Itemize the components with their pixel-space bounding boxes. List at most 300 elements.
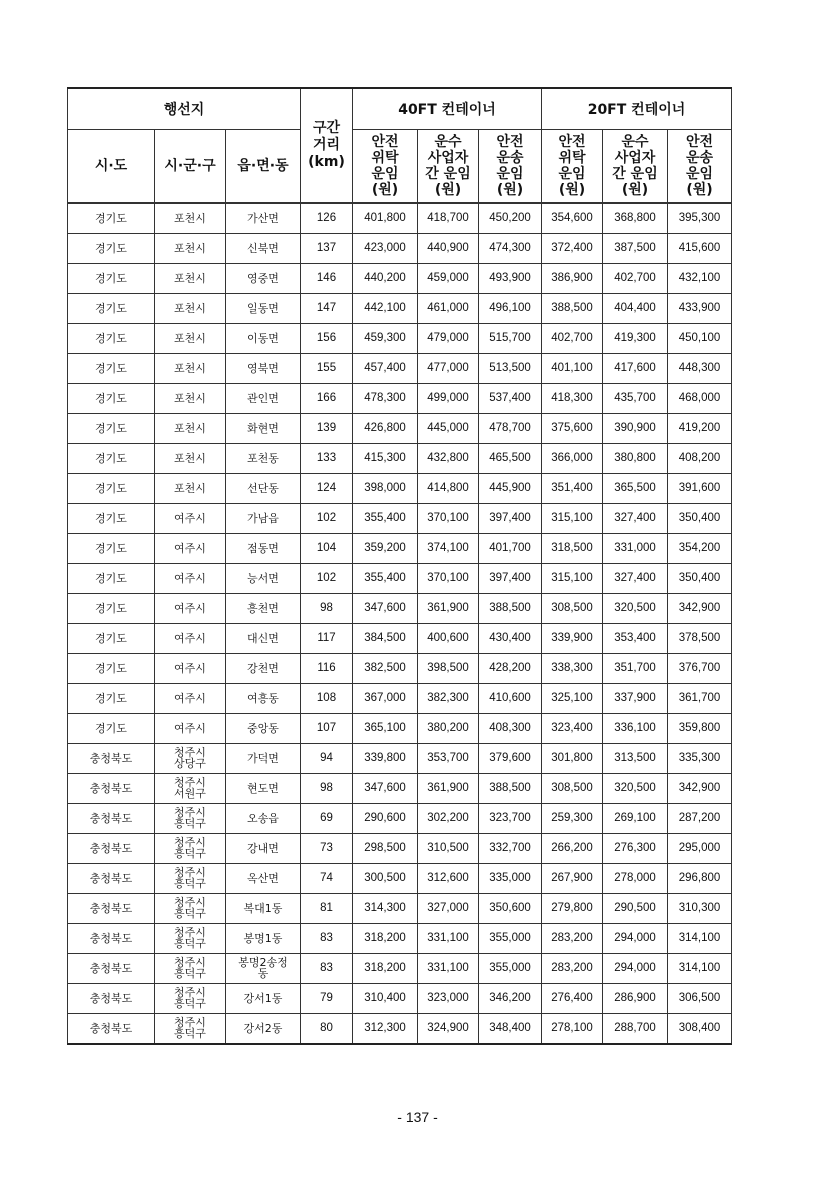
eupmyeondong-cell: 능서면	[226, 563, 301, 593]
ft40-transport-rate-cell: 428,200	[479, 653, 542, 683]
eupmyeondong-cell: 복대1동	[226, 893, 301, 923]
sigungu-cell: 청주시 흥덕구	[155, 863, 226, 893]
eupmyeondong-cell: 봉명2송정 동	[226, 953, 301, 983]
table-row	[68, 533, 732, 563]
table-row	[68, 353, 732, 383]
distance-cell: 126	[301, 203, 353, 233]
sido-cell: 경기도	[68, 323, 155, 353]
eupmyeondong-cell: 강서2동	[226, 1013, 301, 1044]
ft20-transport-rate-cell: 448,300	[668, 353, 732, 383]
distance-cell: 80	[301, 1013, 353, 1044]
eupmyeondong-cell: 옥산면	[226, 863, 301, 893]
ft40-trust-rate-cell: 339,800	[353, 743, 418, 773]
header-40ft-container: 40FT 컨테이너	[353, 88, 542, 130]
ft20-between-rate-cell: 404,400	[603, 293, 668, 323]
distance-cell: 98	[301, 593, 353, 623]
distance-cell: 107	[301, 713, 353, 743]
ft40-trust-rate-cell: 367,000	[353, 683, 418, 713]
sigungu-cell: 청주시 흥덕구	[155, 893, 226, 923]
header-sigungu: 시·군·구	[155, 130, 226, 204]
ft40-trust-rate-cell: 298,500	[353, 833, 418, 863]
sigungu-cell: 여주시	[155, 683, 226, 713]
eupmyeondong-cell: 선단동	[226, 473, 301, 503]
table-row	[68, 413, 732, 443]
table-row	[68, 473, 732, 503]
ft40-between-rate-cell: 380,200	[418, 713, 479, 743]
distance-cell: 116	[301, 653, 353, 683]
ft40-transport-rate-cell: 388,500	[479, 593, 542, 623]
ft20-trust-rate-cell: 386,900	[542, 263, 603, 293]
table-row	[68, 593, 732, 623]
distance-cell: 166	[301, 383, 353, 413]
distance-cell: 133	[301, 443, 353, 473]
sido-cell: 경기도	[68, 473, 155, 503]
sido-cell: 충청북도	[68, 803, 155, 833]
distance-cell: 81	[301, 893, 353, 923]
sigungu-cell: 포천시	[155, 263, 226, 293]
eupmyeondong-cell: 흥천면	[226, 593, 301, 623]
ft40-trust-rate-cell: 355,400	[353, 503, 418, 533]
ft20-between-rate-cell: 336,100	[603, 713, 668, 743]
sigungu-cell: 여주시	[155, 593, 226, 623]
ft40-transport-rate-cell: 513,500	[479, 353, 542, 383]
ft20-transport-rate-cell: 395,300	[668, 203, 732, 233]
sido-cell: 경기도	[68, 533, 155, 563]
eupmyeondong-cell: 강천면	[226, 653, 301, 683]
ft20-between-rate-cell: 320,500	[603, 773, 668, 803]
ft20-transport-rate-cell: 450,100	[668, 323, 732, 353]
eupmyeondong-cell: 포천동	[226, 443, 301, 473]
eupmyeondong-cell: 화현면	[226, 413, 301, 443]
ft40-between-rate-cell: 323,000	[418, 983, 479, 1013]
ft20-between-rate-cell: 278,000	[603, 863, 668, 893]
ft20-transport-rate-cell: 419,200	[668, 413, 732, 443]
ft40-between-rate-cell: 310,500	[418, 833, 479, 863]
ft40-between-rate-cell: 361,900	[418, 593, 479, 623]
table-row	[68, 683, 732, 713]
ft20-transport-rate-cell: 342,900	[668, 593, 732, 623]
ft20-trust-rate-cell: 318,500	[542, 533, 603, 563]
table-row	[68, 203, 732, 233]
sido-cell: 경기도	[68, 263, 155, 293]
eupmyeondong-cell: 영북면	[226, 353, 301, 383]
ft40-transport-rate-cell: 410,600	[479, 683, 542, 713]
distance-cell: 74	[301, 863, 353, 893]
table-row	[68, 893, 732, 923]
ft20-between-rate-cell: 435,700	[603, 383, 668, 413]
table-row	[68, 443, 732, 473]
distance-cell: 104	[301, 533, 353, 563]
ft20-between-rate-cell: 269,100	[603, 803, 668, 833]
header-distance: 구간 거리 (km)	[301, 88, 353, 203]
table-row	[68, 953, 732, 983]
ft40-trust-rate-cell: 318,200	[353, 923, 418, 953]
ft20-between-rate-cell: 351,700	[603, 653, 668, 683]
ft40-between-rate-cell: 361,900	[418, 773, 479, 803]
table-row	[68, 713, 732, 743]
sido-cell: 충청북도	[68, 923, 155, 953]
eupmyeondong-cell: 봉명1동	[226, 923, 301, 953]
sido-cell: 경기도	[68, 233, 155, 263]
sido-cell: 경기도	[68, 713, 155, 743]
ft40-transport-rate-cell: 401,700	[479, 533, 542, 563]
header-40ft-trust-rate: 안전 위탁 운임 (원)	[353, 130, 418, 204]
ft20-transport-rate-cell: 433,900	[668, 293, 732, 323]
ft40-trust-rate-cell: 401,800	[353, 203, 418, 233]
sido-cell: 충청북도	[68, 773, 155, 803]
eupmyeondong-cell: 가덕면	[226, 743, 301, 773]
ft40-transport-rate-cell: 537,400	[479, 383, 542, 413]
ft40-trust-rate-cell: 442,100	[353, 293, 418, 323]
ft20-transport-rate-cell: 314,100	[668, 923, 732, 953]
sigungu-cell: 여주시	[155, 563, 226, 593]
ft20-transport-rate-cell: 350,400	[668, 563, 732, 593]
ft40-transport-rate-cell: 350,600	[479, 893, 542, 923]
sido-cell: 경기도	[68, 503, 155, 533]
sido-cell: 경기도	[68, 593, 155, 623]
ft20-between-rate-cell: 288,700	[603, 1013, 668, 1044]
ft20-between-rate-cell: 290,500	[603, 893, 668, 923]
eupmyeondong-cell: 영중면	[226, 263, 301, 293]
eupmyeondong-cell: 신북면	[226, 233, 301, 263]
header-20ft-trust-rate: 안전 위탁 운임 (원)	[542, 130, 603, 204]
ft40-between-rate-cell: 331,100	[418, 953, 479, 983]
ft20-between-rate-cell: 313,500	[603, 743, 668, 773]
sigungu-cell: 포천시	[155, 413, 226, 443]
header-40ft-between-carriers-rate: 운수 사업자 간 운임 (원)	[418, 130, 479, 204]
ft40-trust-rate-cell: 365,100	[353, 713, 418, 743]
sigungu-cell: 여주시	[155, 623, 226, 653]
distance-cell: 98	[301, 773, 353, 803]
ft20-transport-rate-cell: 415,600	[668, 233, 732, 263]
ft40-transport-rate-cell: 430,400	[479, 623, 542, 653]
sigungu-cell: 여주시	[155, 713, 226, 743]
table-row	[68, 983, 732, 1013]
eupmyeondong-cell: 오송읍	[226, 803, 301, 833]
sigungu-cell: 포천시	[155, 383, 226, 413]
sido-cell: 경기도	[68, 383, 155, 413]
sido-cell: 경기도	[68, 443, 155, 473]
distance-cell: 155	[301, 353, 353, 383]
ft20-transport-rate-cell: 308,400	[668, 1013, 732, 1044]
sigungu-cell: 청주시 흥덕구	[155, 983, 226, 1013]
sido-cell: 충청북도	[68, 1013, 155, 1044]
ft20-trust-rate-cell: 301,800	[542, 743, 603, 773]
ft40-between-rate-cell: 353,700	[418, 743, 479, 773]
ft40-between-rate-cell: 370,100	[418, 563, 479, 593]
sigungu-cell: 여주시	[155, 653, 226, 683]
sigungu-cell: 포천시	[155, 203, 226, 233]
ft20-trust-rate-cell: 283,200	[542, 923, 603, 953]
ft20-trust-rate-cell: 325,100	[542, 683, 603, 713]
ft40-transport-rate-cell: 346,200	[479, 983, 542, 1013]
ft40-between-rate-cell: 461,000	[418, 293, 479, 323]
ft20-between-rate-cell: 320,500	[603, 593, 668, 623]
ft20-transport-rate-cell: 378,500	[668, 623, 732, 653]
ft20-trust-rate-cell: 279,800	[542, 893, 603, 923]
ft40-between-rate-cell: 327,000	[418, 893, 479, 923]
eupmyeondong-cell: 여흥동	[226, 683, 301, 713]
distance-cell: 108	[301, 683, 353, 713]
ft40-trust-rate-cell: 426,800	[353, 413, 418, 443]
table-row	[68, 383, 732, 413]
ft20-trust-rate-cell: 418,300	[542, 383, 603, 413]
table-row	[68, 923, 732, 953]
sigungu-cell: 여주시	[155, 533, 226, 563]
eupmyeondong-cell: 점동면	[226, 533, 301, 563]
distance-cell: 69	[301, 803, 353, 833]
ft40-transport-rate-cell: 450,200	[479, 203, 542, 233]
ft20-trust-rate-cell: 338,300	[542, 653, 603, 683]
distance-cell: 83	[301, 953, 353, 983]
ft20-between-rate-cell: 368,800	[603, 203, 668, 233]
sigungu-cell: 포천시	[155, 293, 226, 323]
ft20-transport-rate-cell: 376,700	[668, 653, 732, 683]
ft40-trust-rate-cell: 459,300	[353, 323, 418, 353]
ft20-between-rate-cell: 419,300	[603, 323, 668, 353]
sido-cell: 경기도	[68, 203, 155, 233]
ft40-transport-rate-cell: 397,400	[479, 503, 542, 533]
sido-cell: 충청북도	[68, 863, 155, 893]
ft40-trust-rate-cell: 347,600	[353, 593, 418, 623]
table-row	[68, 863, 732, 893]
sido-cell: 충청북도	[68, 893, 155, 923]
ft40-trust-rate-cell: 318,200	[353, 953, 418, 983]
eupmyeondong-cell: 강서1동	[226, 983, 301, 1013]
page-number: - 137 -	[397, 1109, 438, 1125]
ft20-trust-rate-cell: 278,100	[542, 1013, 603, 1044]
ft40-between-rate-cell: 499,000	[418, 383, 479, 413]
sigungu-cell: 포천시	[155, 353, 226, 383]
ft40-between-rate-cell: 331,100	[418, 923, 479, 953]
ft20-transport-rate-cell: 359,800	[668, 713, 732, 743]
table-row	[68, 293, 732, 323]
eupmyeondong-cell: 대신면	[226, 623, 301, 653]
header-20ft-between-carriers-rate: 운수 사업자 간 운임 (원)	[603, 130, 668, 204]
ft20-transport-rate-cell: 295,000	[668, 833, 732, 863]
ft40-between-rate-cell: 302,200	[418, 803, 479, 833]
ft20-between-rate-cell: 353,400	[603, 623, 668, 653]
ft40-between-rate-cell: 459,000	[418, 263, 479, 293]
header-destination: 행선지	[68, 88, 301, 130]
distance-cell: 156	[301, 323, 353, 353]
ft20-transport-rate-cell: 468,000	[668, 383, 732, 413]
sigungu-cell: 포천시	[155, 473, 226, 503]
table-row	[68, 743, 732, 773]
ft20-trust-rate-cell: 372,400	[542, 233, 603, 263]
sido-cell: 경기도	[68, 683, 155, 713]
ft40-transport-rate-cell: 332,700	[479, 833, 542, 863]
ft40-trust-rate-cell: 398,000	[353, 473, 418, 503]
rate-table	[67, 87, 732, 1045]
ft40-between-rate-cell: 370,100	[418, 503, 479, 533]
sido-cell: 경기도	[68, 293, 155, 323]
ft20-trust-rate-cell: 308,500	[542, 593, 603, 623]
sigungu-cell: 포천시	[155, 233, 226, 263]
ft20-between-rate-cell: 402,700	[603, 263, 668, 293]
ft20-between-rate-cell: 276,300	[603, 833, 668, 863]
ft40-between-rate-cell: 418,700	[418, 203, 479, 233]
ft20-transport-rate-cell: 354,200	[668, 533, 732, 563]
sigungu-cell: 청주시 흥덕구	[155, 833, 226, 863]
ft20-trust-rate-cell: 323,400	[542, 713, 603, 743]
table-row	[68, 623, 732, 653]
table-row	[68, 263, 732, 293]
distance-cell: 117	[301, 623, 353, 653]
ft20-between-rate-cell: 365,500	[603, 473, 668, 503]
table-row	[68, 653, 732, 683]
ft20-between-rate-cell: 417,600	[603, 353, 668, 383]
ft40-between-rate-cell: 382,300	[418, 683, 479, 713]
ft40-between-rate-cell: 374,100	[418, 533, 479, 563]
ft20-trust-rate-cell: 259,300	[542, 803, 603, 833]
table-row	[68, 563, 732, 593]
ft20-trust-rate-cell: 339,900	[542, 623, 603, 653]
ft40-trust-rate-cell: 440,200	[353, 263, 418, 293]
ft20-transport-rate-cell: 335,300	[668, 743, 732, 773]
sigungu-cell: 포천시	[155, 443, 226, 473]
sido-cell: 충청북도	[68, 743, 155, 773]
ft20-transport-rate-cell: 408,200	[668, 443, 732, 473]
ft20-trust-rate-cell: 388,500	[542, 293, 603, 323]
sido-cell: 경기도	[68, 653, 155, 683]
ft20-between-rate-cell: 337,900	[603, 683, 668, 713]
distance-cell: 73	[301, 833, 353, 863]
sido-cell: 충청북도	[68, 833, 155, 863]
ft20-trust-rate-cell: 267,900	[542, 863, 603, 893]
eupmyeondong-cell: 가산면	[226, 203, 301, 233]
ft20-between-rate-cell: 387,500	[603, 233, 668, 263]
table-row	[68, 773, 732, 803]
ft20-trust-rate-cell: 266,200	[542, 833, 603, 863]
ft40-trust-rate-cell: 457,400	[353, 353, 418, 383]
sido-cell: 충청북도	[68, 983, 155, 1013]
ft20-trust-rate-cell: 375,600	[542, 413, 603, 443]
rate-table-body	[68, 203, 732, 1044]
ft40-transport-rate-cell: 355,000	[479, 953, 542, 983]
ft20-transport-rate-cell: 287,200	[668, 803, 732, 833]
ft40-trust-rate-cell: 359,200	[353, 533, 418, 563]
ft20-trust-rate-cell: 351,400	[542, 473, 603, 503]
distance-cell: 79	[301, 983, 353, 1013]
table-row	[68, 833, 732, 863]
ft20-between-rate-cell: 380,800	[603, 443, 668, 473]
distance-cell: 146	[301, 263, 353, 293]
ft40-between-rate-cell: 440,900	[418, 233, 479, 263]
ft20-trust-rate-cell: 276,400	[542, 983, 603, 1013]
distance-cell: 83	[301, 923, 353, 953]
eupmyeondong-cell: 강내면	[226, 833, 301, 863]
ft40-trust-rate-cell: 415,300	[353, 443, 418, 473]
distance-cell: 147	[301, 293, 353, 323]
ft40-between-rate-cell: 400,600	[418, 623, 479, 653]
ft40-between-rate-cell: 445,000	[418, 413, 479, 443]
sigungu-cell: 청주시 흥덕구	[155, 803, 226, 833]
sigungu-cell: 청주시 흥덕구	[155, 1013, 226, 1044]
ft40-between-rate-cell: 479,000	[418, 323, 479, 353]
ft40-transport-rate-cell: 493,900	[479, 263, 542, 293]
sigungu-cell: 청주시 흥덕구	[155, 953, 226, 983]
sido-cell: 경기도	[68, 623, 155, 653]
eupmyeondong-cell: 가남읍	[226, 503, 301, 533]
eupmyeondong-cell: 관인면	[226, 383, 301, 413]
ft20-transport-rate-cell: 391,600	[668, 473, 732, 503]
ft40-between-rate-cell: 398,500	[418, 653, 479, 683]
ft40-transport-rate-cell: 478,700	[479, 413, 542, 443]
distance-cell: 124	[301, 473, 353, 503]
header-20ft-container: 20FT 컨테이너	[542, 88, 732, 130]
eupmyeondong-cell: 이동면	[226, 323, 301, 353]
ft20-between-rate-cell: 286,900	[603, 983, 668, 1013]
ft40-transport-rate-cell: 408,300	[479, 713, 542, 743]
distance-cell: 94	[301, 743, 353, 773]
ft40-trust-rate-cell: 423,000	[353, 233, 418, 263]
ft40-trust-rate-cell: 355,400	[353, 563, 418, 593]
distance-cell: 139	[301, 413, 353, 443]
distance-cell: 102	[301, 503, 353, 533]
sigungu-cell: 청주시 상당구	[155, 743, 226, 773]
ft40-between-rate-cell: 477,000	[418, 353, 479, 383]
ft20-transport-rate-cell: 314,100	[668, 953, 732, 983]
ft20-between-rate-cell: 327,400	[603, 563, 668, 593]
ft40-trust-rate-cell: 384,500	[353, 623, 418, 653]
ft20-transport-rate-cell: 306,500	[668, 983, 732, 1013]
table-row	[68, 803, 732, 833]
ft40-transport-rate-cell: 397,400	[479, 563, 542, 593]
ft40-transport-rate-cell: 355,000	[479, 923, 542, 953]
ft40-trust-rate-cell: 314,300	[353, 893, 418, 923]
distance-cell: 102	[301, 563, 353, 593]
ft20-transport-rate-cell: 310,300	[668, 893, 732, 923]
ft40-trust-rate-cell: 347,600	[353, 773, 418, 803]
ft40-transport-rate-cell: 515,700	[479, 323, 542, 353]
ft40-transport-rate-cell: 496,100	[479, 293, 542, 323]
ft20-transport-rate-cell: 432,100	[668, 263, 732, 293]
ft40-transport-rate-cell: 335,000	[479, 863, 542, 893]
ft20-trust-rate-cell: 283,200	[542, 953, 603, 983]
header-eupmyeondong: 읍·면·동	[226, 130, 301, 204]
sido-cell: 경기도	[68, 353, 155, 383]
ft20-trust-rate-cell: 366,000	[542, 443, 603, 473]
ft20-between-rate-cell: 294,000	[603, 923, 668, 953]
ft40-transport-rate-cell: 379,600	[479, 743, 542, 773]
ft40-trust-rate-cell: 310,400	[353, 983, 418, 1013]
ft40-between-rate-cell: 414,800	[418, 473, 479, 503]
ft20-between-rate-cell: 331,000	[603, 533, 668, 563]
ft20-between-rate-cell: 327,400	[603, 503, 668, 533]
ft20-trust-rate-cell: 315,100	[542, 503, 603, 533]
ft40-trust-rate-cell: 382,500	[353, 653, 418, 683]
sido-cell: 충청북도	[68, 953, 155, 983]
sigungu-cell: 청주시 흥덕구	[155, 923, 226, 953]
ft40-transport-rate-cell: 474,300	[479, 233, 542, 263]
sido-cell: 경기도	[68, 563, 155, 593]
sigungu-cell: 여주시	[155, 503, 226, 533]
ft20-trust-rate-cell: 354,600	[542, 203, 603, 233]
ft20-between-rate-cell: 294,000	[603, 953, 668, 983]
ft20-between-rate-cell: 390,900	[603, 413, 668, 443]
ft40-trust-rate-cell: 478,300	[353, 383, 418, 413]
table-row	[68, 1013, 732, 1044]
ft40-transport-rate-cell: 465,500	[479, 443, 542, 473]
sido-cell: 경기도	[68, 413, 155, 443]
table-row	[68, 503, 732, 533]
ft40-trust-rate-cell: 312,300	[353, 1013, 418, 1044]
ft20-trust-rate-cell: 402,700	[542, 323, 603, 353]
ft40-transport-rate-cell: 388,500	[479, 773, 542, 803]
ft40-between-rate-cell: 312,600	[418, 863, 479, 893]
header-20ft-transport-rate: 안전 운송 운임 (원)	[668, 130, 732, 204]
